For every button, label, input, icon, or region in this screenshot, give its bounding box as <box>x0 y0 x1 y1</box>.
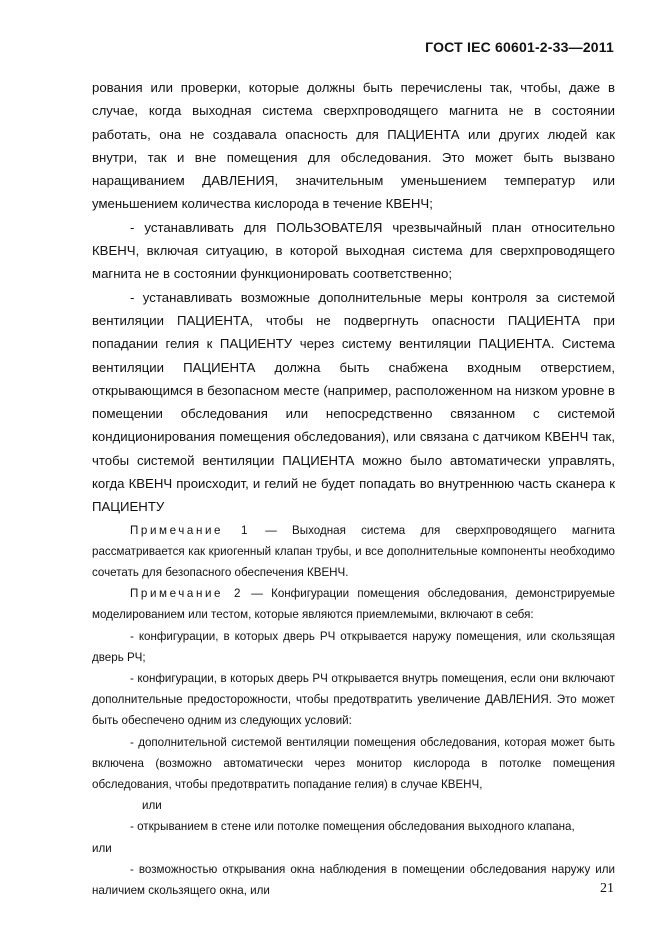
notes-block <box>92 520 615 902</box>
note-1-text: — Выходная система для сверхпроводящего магнита рассматривается как криогенный клапан трубы, и все дополнительные компоненты необходимо сочетать для безопасного обеспечения КВЕНЧ. <box>92 523 615 580</box>
note-item-window: - возможностью открывания окна наблюдения в помещении обследования наружу или наличием скользящего окна, или <box>92 862 615 898</box>
note-2-label: Примечание 2 <box>130 587 243 601</box>
note-or-1: или <box>142 799 162 813</box>
note-2-text: — Конфигурации помещения обследования, демонстрируемые моделированием или тестом, которые являются приемлемыми, включают в себя: <box>92 587 615 622</box>
note-item-valve: - открыванием в стене или потолке помещения обследования выходного клапана, <box>130 820 575 834</box>
note-1 <box>92 520 615 584</box>
paragraph-emergency-plan: - устанавливать для ПОЛЬЗОВАТЕЛЯ чрезвычайный план относительно КВЕНЧ, включая ситуацию, в которой выходная система для сверхпроводящего магнита не в состоянии функционировать соответственно; <box>92 219 615 282</box>
paragraph-continuation: рования или проверки, которые должны быть перечислены так, чтобы, даже в случае, когда выходная система сверхпроводящего магнита не в состоянии работать, она не создавала опасность для ПАЦИЕНТА или других людей как внутри, так и вне помещения для обследования. Это может быть вызвано наращиванием ДАВЛЕНИЯ, значительным уменьшением температур или уменьшением количества кислорода в течение КВЕНЧ; <box>92 80 615 212</box>
note-or-2: или <box>92 841 112 855</box>
paragraph-ventilation: - устанавливать возможные дополнительные меры контроля за системой вентиляции ПАЦИЕНТА, чтобы не подвергнуть опасности ПАЦИЕНТА при попадании гелия к ПАЦИЕНТУ через систему вентиляции ПАЦИЕНТА. Система вентиляции ПАЦИЕНТА должна быть снабжена входным отверстием, открывающимся в безопасном месте (например, расположенном на низком уровне в помещении обследования или непосредственно связанном с системой кондиционирования помещения обследования), или связана с датчиком КВЕНЧ так, чтобы системой вентиляции ПАЦИЕНТА можно было автоматически управлять, когда КВЕНЧ происходит, и гелий не будет попадать во внутреннюю часть сканера к ПАЦИЕНТУ <box>92 289 615 515</box>
note-item-outward-door: - конфигурации, в которых дверь РЧ открывается наружу помещения, или скользящая дверь РЧ; <box>92 629 615 664</box>
note-item-inward-door: - конфигурации, в которых дверь РЧ открывается внутрь помещения, если они включают дополнительные предосторожности, чтобы предотвратить увеличение ДАВЛЕНИЯ. Это может быть обеспечено одним из следующих условий: <box>92 672 615 728</box>
standard-header: ГОСТ IEC 60601-2-33—2011 <box>425 39 614 55</box>
note-item-ventilation: - дополнительной системой вентиляции помещения обследования, которая может быть включена (возможно автоматически через монитор кислорода в потолке помещения обследования, чтобы предотвратить попадание гелия) в случае КВЕНЧ, <box>92 735 615 792</box>
main-text <box>92 76 615 901</box>
page-number: 21 <box>600 881 614 896</box>
note-1-label: Примечание 1 <box>130 523 250 537</box>
note-2 <box>92 583 615 625</box>
